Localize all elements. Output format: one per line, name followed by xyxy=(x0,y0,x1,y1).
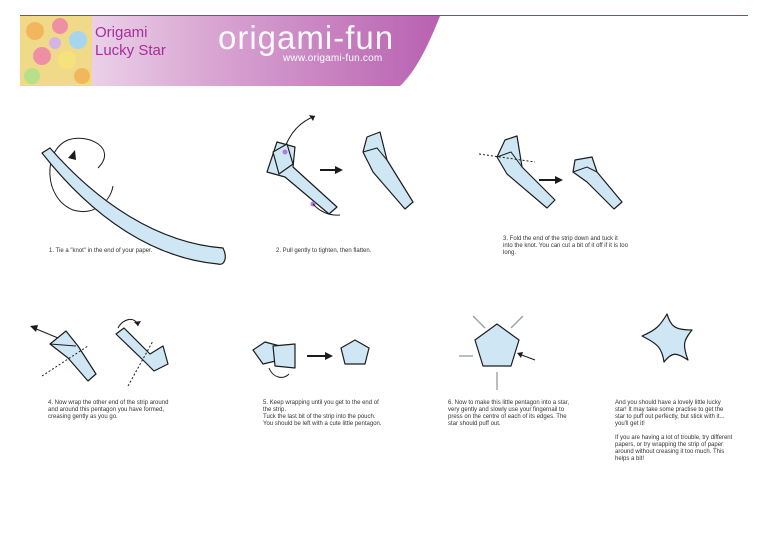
step-1-diagram xyxy=(38,128,228,268)
site-url: www.origami-fun.com xyxy=(283,53,383,64)
step-2-diagram xyxy=(255,112,425,222)
header-banner xyxy=(20,16,440,86)
page-title xyxy=(95,24,166,60)
step-4-diagram xyxy=(28,316,188,396)
step-3-diagram xyxy=(477,132,637,222)
title-line-1: Origami xyxy=(95,24,148,41)
final-caption: And you should have a lovely little lucky star! It may take some practise to get the star to puff out perfectly, but stick with it... you'll get it! If you are having a lot of trouble, try different papers, or try wrapping the strip of paper around without creasing it too much. This helps a bit! xyxy=(615,400,733,462)
site-logo: origami-fun xyxy=(218,19,395,56)
lucky-stars-photo xyxy=(20,16,92,86)
step-6-diagram xyxy=(455,312,545,392)
step-5-caption: 5. Keep wrapping until you get to the end of the strip. Tuck the last bit of the strip into the pouch. You should be left with a cute little pentagon. xyxy=(263,400,382,427)
step-6-caption: 6. Now to make this little pentagon into a star, very gently and slowly use your fingernail to press on the centre of each of its edges. The star should puff out. xyxy=(448,400,570,427)
step-3-caption: 3. Fold the end of the strip down and tuck it into the knot. You can cut a bit of it off if it is too long. xyxy=(503,236,628,256)
step-5-diagram xyxy=(245,330,380,385)
lucky-star-diagram xyxy=(634,312,704,372)
step-1-caption: 1. Tie a "knot" in the end of your paper. xyxy=(49,248,153,254)
step-4-caption: 4. Now wrap the other end of the strip around and around this pentagon you have formed, creasing gently as you go. xyxy=(48,400,169,420)
title-line-2: Lucky Star xyxy=(95,42,166,59)
step-2-caption: 2. Pull gently to tighten, then flatten. xyxy=(276,248,372,254)
